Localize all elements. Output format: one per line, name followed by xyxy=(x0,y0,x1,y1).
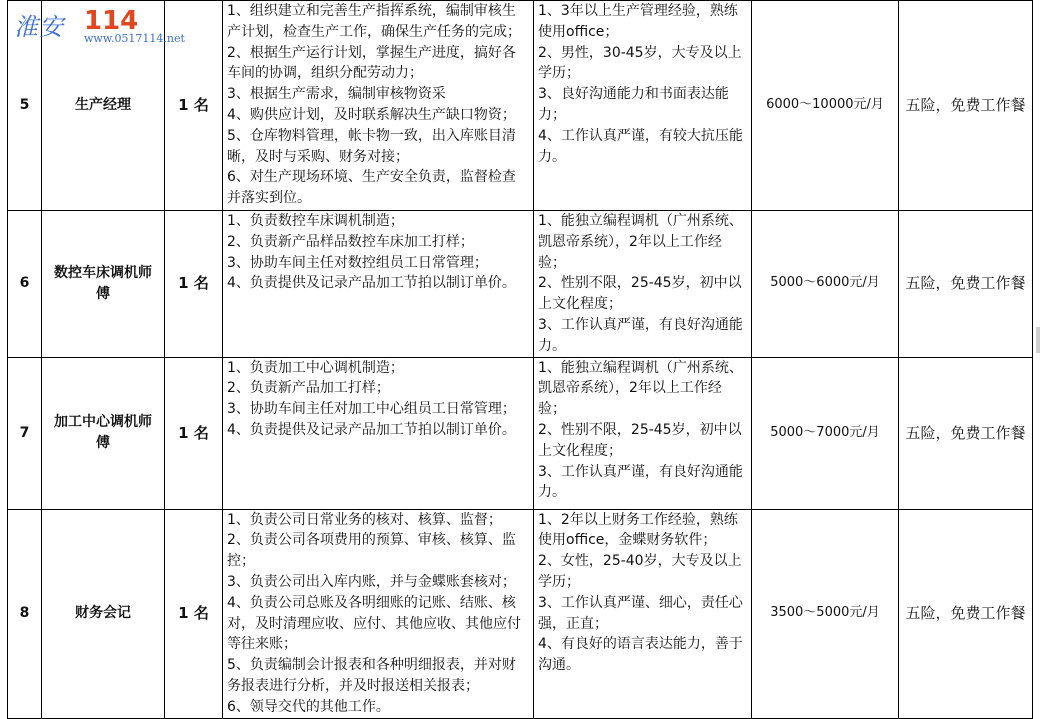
duty-item: 4、负责提供及记录产品加工节拍以制订单价。 xyxy=(227,275,516,292)
headcount: 1 名 xyxy=(165,357,223,509)
requirement-item: 1、能独立编程调机（广州系统、凯恩帝系统），2年以上工作经验； xyxy=(538,213,743,271)
job-row xyxy=(8,357,1033,509)
salary-range: 3500～5000元/月 xyxy=(752,509,899,718)
duty-item: 2、根据生产运行计划，掌握生产进度，搞好各车间的协调，组织分配劳动力； xyxy=(227,44,516,82)
duty-item: 4、负责公司总账及各明细账的记账、结账、核对，及时清理应收、应付、其他应收、其他应付等往来账； xyxy=(227,594,521,653)
duty-item: 1、负责加工中心调机制造； xyxy=(227,359,404,376)
benefits: 五险，免费工作餐 xyxy=(899,1,1033,211)
job-duties xyxy=(223,509,534,718)
requirement-item: 2、性别不限，25-45岁，初中以上文化程度； xyxy=(538,421,742,459)
job-title: 财务会记 xyxy=(42,509,165,718)
duty-item: 1、负责数控车床调机制造； xyxy=(227,213,404,229)
duty-item: 6、领导交代的其他工作。 xyxy=(227,698,390,715)
job-requirements xyxy=(534,1,752,211)
job-requirements xyxy=(534,357,752,509)
site-watermark-logo xyxy=(2,4,192,48)
duty-item: 3、协助车间主任对数控组员工日常管理； xyxy=(227,254,488,271)
duty-item: 2、负责新产品加工打样； xyxy=(227,380,390,397)
row-number: 5 xyxy=(8,1,42,211)
requirement-item: 2、性别不限，25-45岁，初中以上文化程度； xyxy=(538,275,742,313)
job-requirements xyxy=(534,509,752,718)
requirement-item: 1、能独立编程调机（广州系统、凯恩帝系统），2年以上工作经验； xyxy=(538,359,743,418)
requirement-item: 1、3年以上生产管理经验，熟练使用office； xyxy=(538,3,738,40)
job-duties xyxy=(223,1,534,211)
job-title: 加工中心调机师傅 xyxy=(42,357,165,509)
requirement-item: 3、工作认真严谨、细心，责任心强，正直； xyxy=(538,594,743,632)
requirement-item: 3、工作认真严谨，有良好沟通能力。 xyxy=(538,463,743,501)
duty-item: 4、购供应计划，及时联系解决生产缺口物资； xyxy=(227,106,516,123)
duty-item: 2、负责新产品样品数控车床加工打样； xyxy=(227,233,474,250)
duty-item: 4、负责提供及记录产品加工节拍以制订单价。 xyxy=(227,421,516,438)
requirement-item: 4、有良好的语言表达能力，善于沟通。 xyxy=(538,636,743,674)
duty-item: 3、负责公司出入库内账，并与金蝶账套核对； xyxy=(227,573,516,590)
duty-item: 1、负责公司日常业务的核对、核算、监督； xyxy=(227,511,502,528)
row-number: 6 xyxy=(8,211,42,358)
requirement-item: 1、2年以上财务工作经验，熟练使用office，金蝶财务软件； xyxy=(538,511,738,549)
salary-range: 6000～10000元/月 xyxy=(752,1,899,211)
watermark-url-text: www.0517114.net xyxy=(84,32,185,45)
requirement-item: 2、女性，25-40岁，大专及以上学历； xyxy=(538,553,742,590)
job-row xyxy=(8,509,1033,718)
watermark-number-text: 114 xyxy=(84,6,139,36)
scrollbar-thumb[interactable] xyxy=(1036,327,1040,353)
duty-item: 3、根据生产需求，编制审核物资采 xyxy=(227,86,446,103)
benefits: 五险，免费工作餐 xyxy=(899,357,1033,509)
headcount: 1 名 xyxy=(165,211,223,358)
headcount: 1 名 xyxy=(165,1,223,211)
row-number: 8 xyxy=(8,509,42,718)
benefits: 五险，免费工作餐 xyxy=(899,211,1033,358)
job-title: 数控车床调机师傅 xyxy=(42,211,165,358)
salary-range: 5000～7000元/月 xyxy=(752,357,899,509)
requirement-item: 3、工作认真严谨，有良好沟通能力。 xyxy=(538,316,743,354)
duty-item: 5、负责编制会计报表和各种明细报表，并对财务报表进行分析，并及时报送相关报表； xyxy=(227,657,516,694)
requirement-item: 2、男性，30-45岁，大专及以上学历； xyxy=(538,44,742,82)
headcount: 1 名 xyxy=(165,509,223,718)
row-number: 7 xyxy=(8,357,42,509)
watermark-chinese-text: 淮安 xyxy=(14,13,64,41)
job-duties xyxy=(223,357,534,509)
duty-item: 3、协助车间主任对加工中心组员工日常管理； xyxy=(227,401,516,418)
job-listing-table xyxy=(7,0,1033,719)
benefits: 五险，免费工作餐 xyxy=(899,509,1033,718)
duty-item: 6、对生产现场环境、生产安全负责，监督检查并落实到位。 xyxy=(227,169,516,207)
requirement-item: 4、工作认真严谨，有较大抗压能力。 xyxy=(538,127,743,165)
duty-item: 5、仓库物料管理，帐卡物一致，出入库账目清晰，及时与采购、财务对接； xyxy=(227,127,516,165)
duty-item: 1、组织建立和完善生产指挥系统，编制审核生产计划，检查生产工作，确保生产任务的完成； xyxy=(227,3,521,40)
duty-item: 2、负责公司各项费用的预算、审核、核算、监控； xyxy=(227,532,516,570)
job-title: 生产经理 xyxy=(42,1,165,211)
job-duties xyxy=(223,211,534,358)
job-requirements xyxy=(534,211,752,358)
salary-range: 5000～6000元/月 xyxy=(752,211,899,358)
requirement-item: 3、良好沟通能力和书面表达能力； xyxy=(538,86,729,123)
job-row xyxy=(8,211,1033,358)
